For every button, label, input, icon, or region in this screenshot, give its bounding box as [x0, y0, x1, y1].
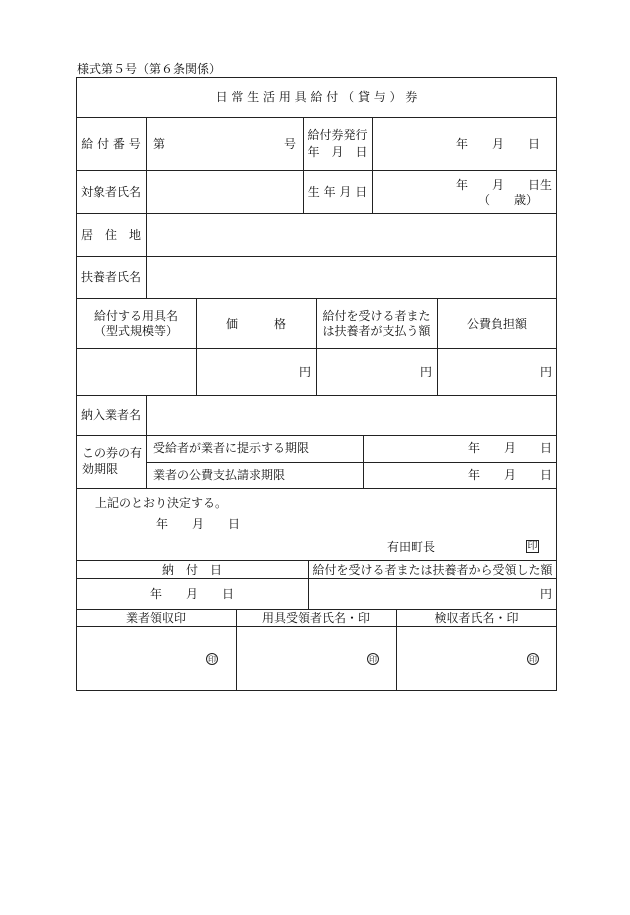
- receiver-seal-icon: 印: [369, 655, 377, 664]
- rule-items-values: [76, 395, 557, 396]
- birth-year: 年: [456, 178, 469, 192]
- decision-day: 日: [228, 517, 241, 531]
- validity2-month: 月: [504, 468, 517, 482]
- number-prefix: 第: [153, 137, 166, 151]
- validity1-year: 年: [468, 441, 481, 455]
- label-person-name: 対象者氏名: [80, 185, 141, 199]
- validity1-month: 月: [504, 441, 517, 455]
- col-validity-date: [363, 435, 364, 488]
- validity-item-claim: 業者の公費支払請求期限: [153, 468, 286, 482]
- rule-delivery-header: [76, 578, 557, 579]
- label-vendor-receipt: 業者領収印: [125, 611, 186, 625]
- decision-text: 上記のとおり決定する。: [95, 496, 228, 510]
- issue-day: 日: [528, 137, 541, 151]
- header-item-1: 給付する用具名: [93, 309, 178, 323]
- label-inspector: 検収者氏名・印: [434, 611, 519, 625]
- rule-delivery: [76, 609, 557, 610]
- col-vendor: [146, 395, 147, 488]
- form-title: 日 常 生 活 用 具 給 付 （ 貸 与 ） 券: [215, 90, 418, 104]
- price-yen: 円: [299, 365, 312, 379]
- number-suffix: 号: [284, 137, 297, 151]
- header-item-2: （型式規模等）: [93, 324, 178, 338]
- rule-address: [76, 256, 557, 257]
- delivery-day: 日: [222, 587, 235, 601]
- label-guardian: 扶養者氏名: [80, 270, 141, 284]
- header-payer-1: 給付を受ける者また: [322, 309, 431, 323]
- birth-month: 月: [492, 178, 505, 192]
- validity1-day: 日: [540, 441, 553, 455]
- label-number: 給 付 番 号: [81, 137, 141, 151]
- birth-day: 日生: [528, 178, 553, 192]
- header-price: 価 格: [225, 317, 286, 331]
- col-label: [146, 117, 147, 298]
- validity2-day: 日: [540, 468, 553, 482]
- form-caption: 様式第５号（第６条関係）: [77, 62, 222, 76]
- payer-yen: 円: [420, 365, 433, 379]
- rule-validity-mid: [146, 462, 557, 463]
- label-address: 居 住 地: [80, 228, 141, 242]
- col-issue-right: [372, 117, 373, 213]
- col-items-1: [196, 298, 197, 395]
- rule-vendor: [76, 435, 557, 436]
- rule-person: [76, 213, 557, 214]
- rule-title: [76, 117, 557, 118]
- rule-number: [76, 170, 557, 171]
- label-birth-date: 生 年 月 日: [307, 185, 368, 199]
- label-issue-date-1: 給付券発行: [307, 128, 368, 142]
- issue-month: 月: [492, 137, 505, 151]
- col-items-3: [437, 298, 438, 395]
- header-public: 公費負担額: [466, 317, 527, 331]
- age-field: （ 歳）: [478, 193, 539, 207]
- validity-item-present: 受給者が業者に提示する期限: [153, 441, 310, 455]
- vendor-seal-icon: 印: [208, 655, 216, 664]
- mayor-seal-icon: 印: [527, 541, 538, 552]
- public-yen: 円: [540, 365, 553, 379]
- decision-month: 月: [192, 517, 205, 531]
- rule-stamps-header: [76, 626, 557, 627]
- rule-decision: [76, 560, 557, 561]
- issue-year: 年: [456, 137, 469, 151]
- inspector-seal-icon: 印: [529, 655, 537, 664]
- delivery-year: 年: [150, 587, 163, 601]
- validity2-year: 年: [468, 468, 481, 482]
- label-delivery-date: 納 付 日: [161, 563, 222, 577]
- decision-year: 年: [156, 517, 169, 531]
- label-validity-1: この券の有: [82, 446, 143, 460]
- rule-validity: [76, 488, 557, 489]
- label-received-amount: 給付を受ける者または扶養者から受領した額: [312, 563, 553, 577]
- header-payer-2: は扶養者が支払う額: [322, 324, 431, 338]
- label-issue-date-2: 年 月 日: [307, 145, 368, 159]
- received-yen: 円: [540, 587, 553, 601]
- label-validity-2: 効期限: [82, 462, 119, 476]
- label-vendor: 納入業者名: [80, 408, 141, 422]
- mayor-name: 有田町長: [387, 540, 436, 554]
- label-receiver: 用具受領者氏名・印: [261, 611, 370, 625]
- delivery-month: 月: [186, 587, 199, 601]
